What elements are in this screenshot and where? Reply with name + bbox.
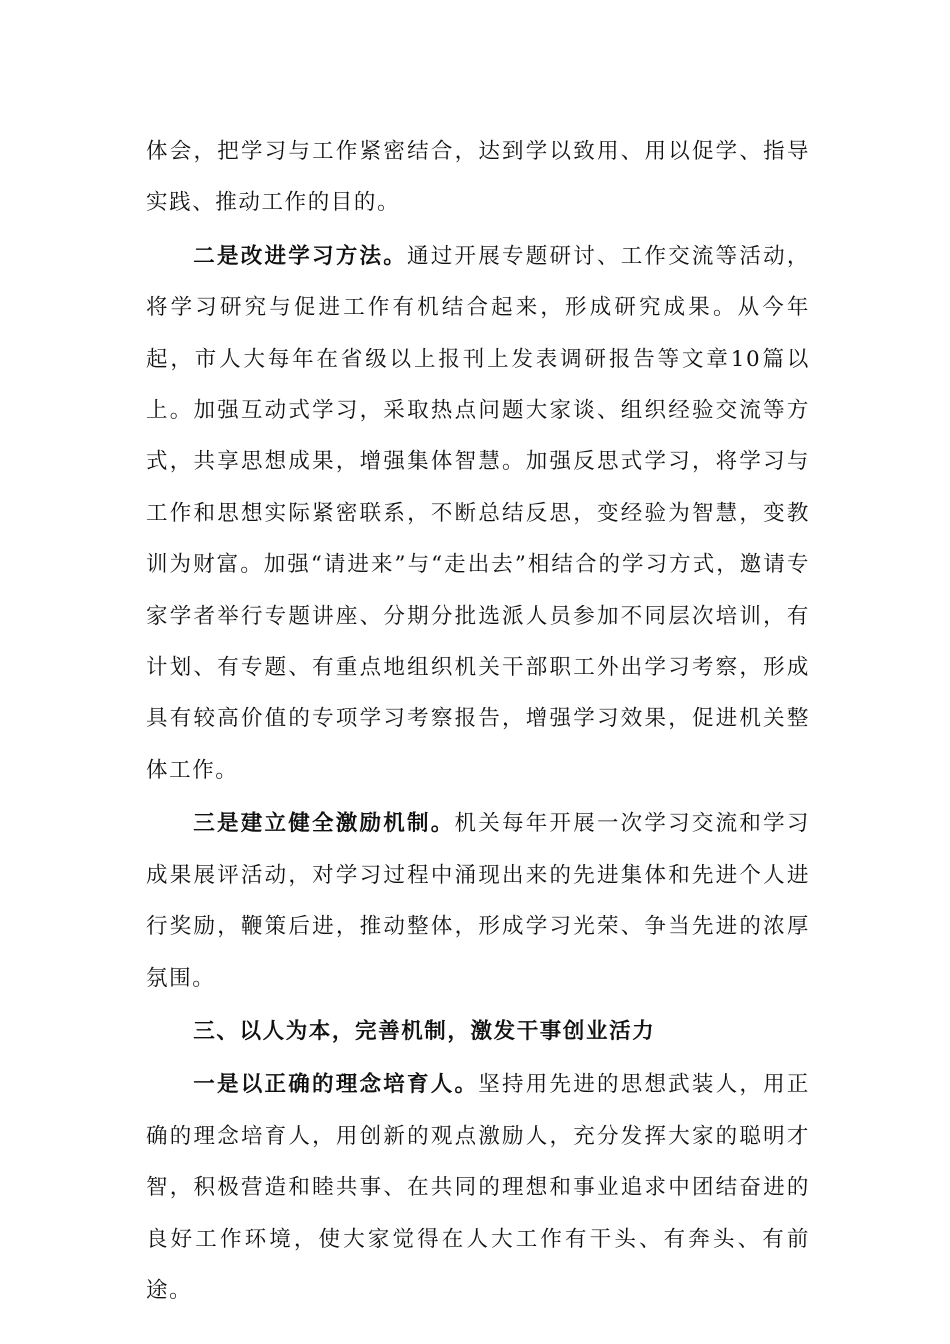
paragraph-text: 机关每年开展一次学习交流和学习成果展评活动，对学习过程中涌现出来的先进集体和先进个人进行奖励，鞭策后进，推动整体，形成学习光荣、争当先进的浓厚氛围。 xyxy=(146,811,810,991)
paragraph-lead: 一是以正确的理念培育人。 xyxy=(193,1072,479,1098)
paragraph-text: 坚持用先进的思想武装人，用正确的理念培育人，用创新的观点激励人，充分发挥大家的聪明才智，积极营造和睦共事、在共同的理想和事业追求中团结奋进的良好工作环境，使大家觉得在人大工作有干头、有奔头、有前途。 xyxy=(146,1072,811,1303)
paragraph-lead: 三是建立健全激励机制。 xyxy=(193,811,455,837)
paragraph-incentive-mechanism xyxy=(146,798,810,1004)
paragraph-cultivate-people xyxy=(146,1059,810,1316)
paragraph-continuation xyxy=(146,126,810,229)
document-body xyxy=(146,126,810,1316)
paragraph-text: 体会，把学习与工作紧密结合，达到学以致用、用以促学、指导实践、推动工作的目的。 xyxy=(146,139,810,216)
paragraph-text: 通过开展专题研讨、工作交流等活动，将学习研究与促进工作有机结合起来，形成研究成果。从今年起，市人大每年在省级以上报刊上发表调研报告等文章10篇以上。加强互动式学习，采取热点问题大家谈、组织经验交流等方式，共享思想成果，增强集体智慧。加强反思式学习，将学习与工作和思想实际紧密联系，不断总结反思，变经验为智慧，变教训为财富。加强“请进来”与“走出去”相结合的学习方式，邀请专家学者举行专题讲座、分期分批选派人员参加不同层次培训，有计划、有专题、有重点地组织机关干部职工外出学习考察，形成具有较高价值的专项学习考察报告，增强学习效果，促进机关整体工作。 xyxy=(146,243,811,783)
paragraph-lead: 二是改进学习方法。 xyxy=(193,243,407,269)
section-heading xyxy=(146,1006,810,1057)
paragraph-improve-learning-methods xyxy=(146,231,810,796)
section-heading-text: 三、以人为本，完善机制，激发干事创业活力 xyxy=(193,1018,656,1044)
